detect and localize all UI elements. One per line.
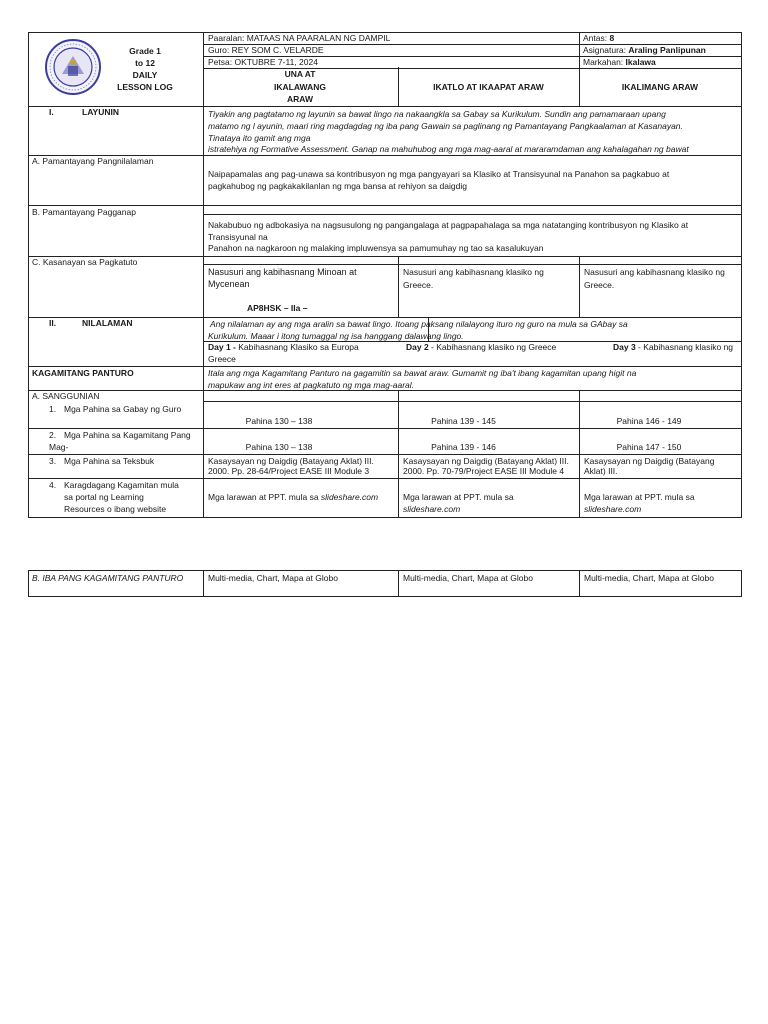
level-label: Antas: [583,33,610,43]
section-pagganap-label: B. Pamantayang Pagganap [32,207,136,217]
column-divider-1b [398,257,399,317]
col-header-day2: IKATLO AT IKAAPAT ARAW [433,82,544,92]
kasanayan-col2-line1: Nasusuri ang kabihasnang klasiko ng [403,267,544,277]
iba-pang-label: B. IBA PANG KAGAMITANG PANTURO [32,573,184,583]
section-layunin-label: LAYUNIN [82,107,119,117]
sanggunian-r4-num: 4. [49,480,57,490]
header-school: Paaralan: MATAAS NA PAARALAN NG DAMPIL [208,33,391,43]
sanggunian-r1-c3: Pahina 146 - 149 [616,416,682,426]
header-subject [583,45,706,56]
sanggunian-r3-c1-line1: Kasaysayan ng Daigdig (Batayang Aklat) III. [208,456,374,466]
row-line-r1 [28,428,742,429]
col-header-day1-line3: ARAW [287,94,313,104]
day1-text: Kabihasnang Klasiko sa Europa [238,342,359,352]
table2-border-bottom [28,596,742,597]
table2-divider-2 [398,570,399,597]
layunin-text-3: Tinataya ito gamit ang mga [208,133,311,143]
sanggunian-r2-c1: Pahina 130 – 138 [245,442,313,452]
row-line-pagganap-b [203,214,742,215]
sanggunian-r3-c2-line2: 2000. Pp. 70-79/Project EASE III Module 4 [403,466,565,476]
col-header-day3: IKALIMANG ARAW [621,82,699,92]
section-layunin-num: I. [49,107,54,117]
pagganap-text-1: Nakabubuo ng adbokasiya na nagsusulong ng pangangalaga at pagpapahalaga sa mga natatanging kontribusyon ng Klasiko at [208,220,689,230]
kasanayan-col3-line1: Nasusuri ang kabihasnang klasiko ng [584,267,725,277]
table2-border-right [741,570,742,597]
col-header-day1-line2: IKALAWANG [274,82,326,92]
kasanayan-col3-line2: Greece. [584,280,615,290]
nilalaman-day2 [406,342,556,353]
nilalaman-text-1: Ang nilalaman ay ang mga aralin sa bawat lingo. Itoang paksang nilalayong ituro ng guro na mula sa GAbay sa [210,319,628,329]
row-line-r3 [28,478,742,479]
column-divider-2 [579,257,580,317]
row-line-pagganap [28,205,742,206]
table2-divider-3 [579,570,580,597]
quarter-value: Ikalawa [625,57,656,67]
day3-text: - Kabihasnang klasiko ng [635,342,734,352]
row-line-kasanayan-b [203,264,742,265]
sanggunian-r4-c2-line2: slideshare.com [403,504,461,514]
row-line-kagamitan [28,366,742,367]
header-quarter [583,57,656,68]
row-line-sanggunian-b [203,401,742,402]
nilalaman-day3 [613,342,741,353]
iba-pang-c3: Multi-media, Chart, Mapa at Globo [584,573,714,583]
section-sanggunian-label: A. SANGGUNIAN [32,391,100,401]
kagamitan-text-2: mapukaw ang int eres at pagkatuto ng mga mag-aaral. [208,380,415,390]
sanggunian-r3-c1-line2: 2000. Pp. 28-64/Project EASE III Module 3 [208,466,370,476]
iba-pang-c2: Multi-media, Chart, Mapa at Globo [403,573,533,583]
sanggunian-r1-c1: Pahina 130 – 138 [245,416,313,426]
level-value: 8 [609,33,615,43]
sanggunian-r3-c3-line2: Aklat) III. [584,466,618,476]
table-border-left [28,32,29,518]
day2-label: Day 2 [406,342,429,352]
subject-label: Asignatura: [583,45,629,55]
header-teacher: Guro: REY SOM C. VELARDE [208,45,324,55]
sanggunian-r4-label-3: Resources o ibang website [64,504,167,514]
sanggunian-r4-label-1: Karagdagang Kagamitan mula [64,480,179,490]
sanggunian-r2-label-1: Mga Pahina sa Kagamitang Pang [64,430,191,440]
sanggunian-r2-c3: Pahina 147 - 150 [616,442,682,452]
header-to: to 12 [135,58,155,68]
nilalaman-day1 [208,342,359,353]
subject-value: Araling Panlipunan [628,45,706,55]
r4-c1-link: slideshare.com [320,492,379,502]
day2-text: - Kabihasnang klasiko ng Greece [428,342,557,352]
row-line-layunin [28,106,742,107]
kasanayan-code: AP8HSK – IIa – [247,303,308,313]
sanggunian-r4-c3-line1: Mga larawan at PPT. mula sa [584,492,695,502]
nilalaman-day1-text2: Greece [208,354,236,364]
deped-seal-icon [44,38,102,96]
sanggunian-r3-c3-line1: Kasaysayan ng Daigdig (Batayang [584,456,715,466]
pagganap-text-3: Panahon na nagkaroon ng malaking impluwensya sa pamumuhay ng tao sa kasalukuyan [208,243,544,253]
col-header-day1-line1: UNA AT [284,69,316,79]
header-daily: DAILY [132,70,158,80]
kasanayan-col1-line1: Nasusuri ang kabihasnang Minoan at [208,267,357,277]
table2-border-top [28,570,742,571]
header-grade: Grade 1 [129,46,161,56]
table2-divider-1 [203,570,204,597]
section-kasanayan-label: C. Kasanayan sa Pagkatuto [32,257,138,267]
sanggunian-r3-c2-line1: Kasaysayan ng Daigdig (Batayang Aklat) III. [403,456,569,466]
layunin-text-2: matamo ng l ayunin, maari ring magdagdag ng iba pang Gawain sa paglinang ng Pamantayang Pangkaalaman at Kasanayan. [208,121,683,131]
sanggunian-r2-c2: Pahina 139 - 146 [431,442,496,452]
sanggunian-r1-label: Mga Pahina sa Gabay ng Guro [64,404,182,414]
nilalaman-text-2: Kurikulum. Maaar i itong tumaggal ng isa hanggang dalawang lingo. [208,331,464,341]
sanggunian-r4-c2-line1: Mga larawan at PPT. mula sa [403,492,514,502]
sanggunian-r4-c1 [208,492,378,503]
sanggunian-r4-label-2: sa portal ng Learning [64,492,144,502]
sanggunian-r3-num: 3. [49,456,57,466]
sanggunian-r1-num: 1. [49,404,57,414]
pangnilalaman-text-1: Naipapamalas ang pag-unawa sa kontribusyon ng mga pangyayari sa Klasiko at Transisyunal na Panahon sa pagkabuo at [208,169,670,179]
sanggunian-r2-num: 2. [49,430,57,440]
pagganap-text-2: Transisyunal na [208,232,268,242]
r4-c1-text: Mga larawan at PPT. mula sa [208,492,321,502]
kagamitan-text-1: Itala ang mga Kagamitang Panturo na gagamitin sa bawat araw. Gumamit ng iba't ibang kagamitan upang higit na [208,368,637,378]
pangnilalaman-text-2: pagkahubog ng pagkakakilanlan ng mga bansa at rehiyon sa daigdig [208,181,467,191]
day3-label: Day 3 [613,342,636,352]
header-date: Petsa: OKTUBRE 7-11, 2024 [208,57,318,67]
row-line-bottom [28,517,742,518]
sanggunian-r2-label-2: Mag- [49,442,69,452]
day1-label: Day 1 - [208,342,239,352]
sanggunian-r1-c2: Pahina 139 - 145 [431,416,496,426]
section-kagamitan-label: KAGAMITANG PANTURO [32,368,134,378]
row-line-nilalaman [28,317,742,318]
quarter-label: Markahan: [583,57,626,67]
sanggunian-r3-label: Mga Pahina sa Teksbuk [64,456,155,466]
header-lesson-log: LESSON LOG [117,82,173,92]
row-line-r2 [28,454,742,455]
header-level [583,33,614,44]
section-nilalaman-label: NILALAMAN [82,318,133,328]
layunin-text-4: istratehiya ng Formative Assessment. Ganap na mahuhubog ang mga mag-aaral at mararamdaman ang kahalagahan ng bawat [208,144,689,154]
iba-pang-c1: Multi-media, Chart, Mapa at Globo [208,573,338,583]
sanggunian-r4-c3-line2: slideshare.com [584,504,642,514]
table-border-right [741,32,742,518]
section-nilalaman-num: II. [49,318,57,328]
kasanayan-col2-line2: Greece. [403,280,434,290]
kasanayan-col1-line2: Mycenean [208,279,250,289]
layunin-text-1: Tiyakin ang pagtatamo ng layunin sa bawat lingo na nakaangkla sa Gabay sa Kurikulum. Sundin ang pamamaraan upang [208,109,666,119]
section-pangnilalaman-label: A. Pamantayang Pangnilalaman [32,156,154,166]
table2-border-left [28,570,29,597]
